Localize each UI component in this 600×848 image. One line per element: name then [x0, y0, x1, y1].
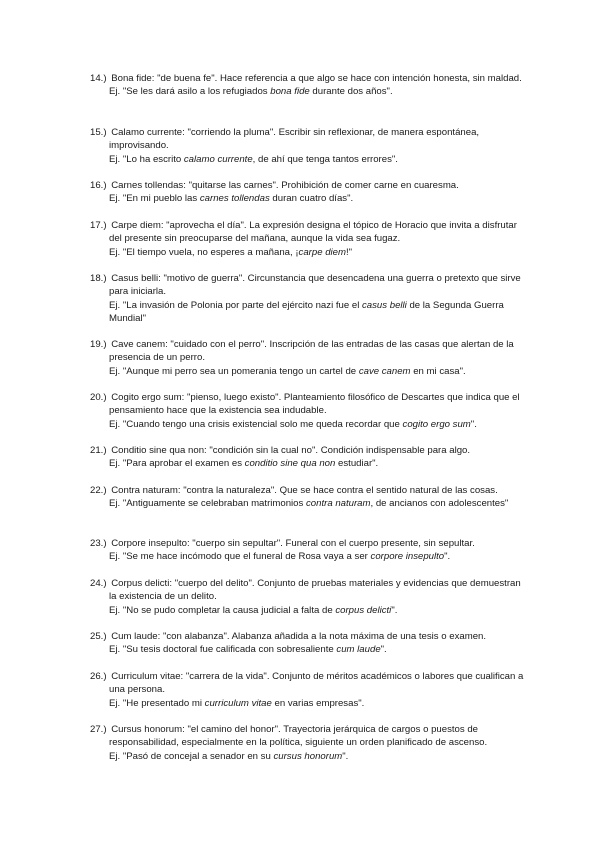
definition-text: . Inscripción de las entradas de las casas que alertan de la presencia de un perro.: [109, 339, 514, 364]
entry-number: 19.): [90, 339, 107, 350]
term: Contra naturam: [111, 485, 178, 496]
example-text-end: duran cuatro días".: [269, 193, 354, 205]
definition: 14.) Bona fide: "de buena fe". Hace referencia a que algo se hace con intención honesta, sin maldad.: [90, 73, 522, 84]
entry-number: 21.): [90, 445, 107, 456]
entry-number: 24.): [90, 578, 107, 589]
entry-23: [90, 537, 530, 564]
entry-number: 22.): [90, 485, 107, 496]
example-text: Ej. "Lo ha escrito: [109, 153, 184, 165]
definition: 22.) Contra naturam: "contra la naturaleza". Que se hace contra el sentido natural de las cosas.: [90, 485, 498, 496]
example-text: Ej. "Su tesis doctoral fue calificada con sobresaliente: [109, 644, 337, 656]
entry-19: [90, 338, 530, 378]
entry-number: 14.): [90, 73, 107, 84]
meaning: "aprovecha el día": [166, 220, 244, 231]
example-latin: casus belli: [362, 299, 407, 311]
term: Cogito ergo sum: [111, 392, 182, 403]
definition-text: . Funeral con el cuerpo presente, sin sepultar.: [280, 538, 475, 549]
entry-15: [90, 126, 530, 166]
example-text: Ej. "Antiguamente se celebraban matrimonios: [109, 498, 306, 510]
meaning: "carrera de la vida": [185, 671, 267, 682]
example-text-end: ".: [391, 604, 398, 616]
entry-21: [90, 444, 530, 471]
example-text: Ej. "Aunque mi perro sea un pomerania tengo un cartel de: [109, 365, 359, 377]
example-latin: cum laude: [336, 644, 381, 656]
example-latin: conditio sine qua non: [244, 458, 336, 470]
term: Curriculum vitae: [111, 671, 181, 682]
example: [90, 750, 530, 763]
entry-25: [90, 630, 530, 657]
entry-number: 25.): [90, 631, 107, 642]
term: Carnes tollendas: [111, 180, 184, 191]
example-text-end: ".: [380, 644, 387, 656]
example: [90, 550, 530, 563]
entry-number: 16.): [90, 180, 107, 191]
definition-text: . Conjunto de pruebas materiales y evidencias que demuestran la existencia de un delito.: [109, 578, 521, 603]
meaning: "cuerpo sin sepultar": [192, 538, 281, 549]
definition-text: . Trayectoria jerárquica de cargos o puestos de responsabilidad, especialmente en la política, siguiente un orden planificado de ascenso.: [109, 724, 488, 749]
example-latin: calamo currente: [183, 153, 253, 165]
example: [90, 246, 530, 259]
entry-27: [90, 723, 530, 763]
meaning: "corriendo la pluma": [187, 127, 274, 138]
meaning: "de buena fe": [157, 73, 215, 84]
example: [90, 85, 530, 98]
entry-number: 26.): [90, 671, 107, 682]
definition: 18.) Casus belli: "motivo de guerra". Circunstancia que desencadena una guerra o pretexto que sirve para iniciarla.: [90, 273, 521, 298]
term: Cursus honorum: [111, 724, 183, 735]
entry-number: 18.): [90, 273, 107, 284]
example-text: Ej. "He presentado mi: [109, 697, 205, 709]
example-latin: corpus delicti: [335, 604, 392, 616]
example-text-end: estudiar".: [335, 458, 379, 470]
example-latin: bona fide: [270, 86, 310, 98]
definition: 17.) Carpe diem: "aprovecha el día". La expresión designa el tópico de Horacio que invita a disfrutar del presente sin preocuparse del mañana, aunque la vida sea fugaz.: [90, 220, 517, 245]
entry-20: [90, 391, 530, 431]
definition: 27.) Cursus honorum: "el camino del honor". Trayectoria jerárquica de cargos o puestos de responsabilidad, especialmente en la política, siguiente un orden planificado de ascenso.: [90, 724, 488, 749]
meaning: "quitarse las carnes": [188, 180, 276, 191]
example-text: Ej. "La invasión de Polonia por parte del ejército nazi fue el: [109, 299, 362, 311]
term: Carpe diem: [111, 220, 161, 231]
definition: 15.) Calamo currente: "corriendo la pluma". Escribir sin reflexionar, de manera espontánea, improvisando.: [90, 127, 480, 152]
meaning: "el camino del honor": [187, 724, 279, 735]
example: [90, 497, 530, 510]
example: [90, 697, 530, 710]
example-text-end: ".: [444, 551, 451, 563]
definition: 21.) Conditio sine qua non: "condición sin la cual no". Condición indispensable para algo.: [90, 445, 471, 456]
definition-text: . Planteamiento filosófico de Descartes que indica que el pensamiento hace que la existencia sea indudable.: [109, 392, 520, 417]
entry-17: [90, 219, 530, 259]
example-text-end: de la Segunda Guerra Mundial": [109, 299, 504, 325]
term: Corpore insepulto: [111, 538, 187, 549]
term: Corpus delicti: [111, 578, 170, 589]
definition: 20.) Cogito ergo sum: "pienso, luego existo". Planteamiento filosófico de Descartes que indica que el pensamiento hace que la existencia sea indudable.: [90, 392, 520, 417]
example-text-end: , de ahí que tenga tantos errores".: [252, 153, 398, 165]
example-text: Ej. "Para aprobar el examen es: [109, 458, 245, 470]
entry-number: 20.): [90, 392, 107, 403]
term: Bona fide: [111, 73, 152, 84]
definition-text: . Conjunto de méritos académicos o labores que cualifican a una persona.: [109, 671, 524, 696]
example-text-end: !": [346, 246, 353, 258]
definition: 24.) Corpus delicti: "cuerpo del delito". Conjunto de pruebas materiales y evidencias que demuestran la existencia de un delito.: [90, 578, 521, 603]
example-text-end: en mi casa".: [410, 365, 466, 377]
example: [90, 153, 530, 166]
entry-14: [90, 72, 530, 99]
example: [90, 418, 530, 431]
example-latin: carnes tollendas: [199, 193, 270, 205]
meaning: "contra la naturaleza": [183, 485, 275, 496]
entry-number: 15.): [90, 127, 107, 138]
definition: 23.) Corpore insepulto: "cuerpo sin sepultar". Funeral con el cuerpo presente, sin sepultar.: [90, 538, 475, 549]
example-latin: corpore insepulto: [370, 551, 445, 563]
entry-number: 17.): [90, 220, 107, 231]
entry-16: [90, 179, 530, 206]
definition: 19.) Cave canem: "cuidado con el perro". Inscripción de las entradas de las casas que alertan de la presencia de un perro.: [90, 339, 514, 364]
example-text: Ej. "Se les dará asilo a los refugiados: [109, 86, 271, 98]
definition-text: . Alabanza añadida a la nota máxima de una tesis o examen.: [226, 631, 487, 642]
example-text-end: ".: [470, 418, 477, 430]
term: Casus belli: [111, 273, 159, 284]
example-text-end: ".: [342, 750, 349, 762]
example: [90, 299, 530, 326]
example-text: Ej. "Pasó de concejal a senador en su: [109, 750, 274, 762]
definition-text: . Condición indispensable para algo.: [315, 445, 471, 456]
example: [90, 604, 530, 617]
example-latin: curriculum vitae: [204, 697, 272, 709]
entry-26: [90, 670, 530, 710]
example-text: Ej. "Cuando tengo una crisis existencial solo me queda recordar que: [109, 418, 403, 430]
definition: 16.) Carnes tollendas: "quitarse las carnes". Prohibición de comer carne en cuaresma.: [90, 180, 459, 191]
example-text-end: , de ancianos con adolescentes": [370, 498, 509, 510]
term: Calamo currente: [111, 127, 183, 138]
example: [90, 457, 530, 470]
definition-text: . Circunstancia que desencadena una guerra o pretexto que sirve para iniciarla.: [109, 273, 521, 298]
example-text-end: durante dos años".: [309, 86, 393, 98]
entry-number: 27.): [90, 724, 107, 735]
meaning: "pienso, luego existo": [186, 392, 279, 403]
example-latin: cursus honorum: [273, 750, 343, 762]
term: Conditio sine qua non: [111, 445, 205, 456]
definition: 26.) Curriculum vitae: "carrera de la vida". Conjunto de méritos académicos o labores que cualifican a una persona.: [90, 671, 524, 696]
definition: 25.) Cum laude: "con alabanza". Alabanza añadida a la nota máxima de una tesis o examen.: [90, 631, 487, 642]
entry-18: [90, 272, 530, 326]
example: [90, 365, 530, 378]
term: Cave canem: [111, 339, 166, 350]
example-latin: cave canem: [358, 365, 411, 377]
meaning: "motivo de guerra": [163, 273, 243, 284]
entry-22: [90, 484, 530, 511]
meaning: "cuerpo del delito": [174, 578, 252, 589]
meaning: "cuidado con el perro": [170, 339, 265, 350]
example-latin: carpe diem: [298, 246, 346, 258]
entry-number: 23.): [90, 538, 107, 549]
definition-text: . Que se hace contra el sentido natural de las cosas.: [274, 485, 498, 496]
meaning: "con alabanza": [162, 631, 227, 642]
example-text: Ej. "En mi pueblo las: [109, 193, 200, 205]
example-text: Ej. "No se pudo completar la causa judicial a falta de: [109, 604, 336, 616]
example: [90, 643, 530, 656]
definition-text: . Escribir sin reflexionar, de manera espontánea, improvisando.: [109, 127, 480, 152]
definition-text: . Prohibición de comer carne en cuaresma.: [275, 180, 459, 191]
term: Cum laude: [111, 631, 158, 642]
definition-text: . La expresión designa el tópico de Horacio que invita a disfrutar del presente sin preocuparse del mañana, aunque la vida sea fugaz.: [109, 220, 517, 245]
meaning: "condición sin la cual no": [209, 445, 316, 456]
example-text: Ej. "El tiempo vuela, no esperes a mañana, ¡: [109, 246, 299, 258]
example-text: Ej. "Se me hace incómodo que el funeral de Rosa vaya a ser: [109, 551, 371, 563]
example-latin: cogito ergo sum: [402, 418, 471, 430]
definition-text: . Hace referencia a que algo se hace con intención honesta, sin maldad.: [214, 73, 522, 84]
example-text-end: en varias empresas".: [271, 697, 365, 709]
entry-24: [90, 577, 530, 617]
example-latin: contra naturam: [305, 498, 371, 510]
example: [90, 192, 530, 205]
